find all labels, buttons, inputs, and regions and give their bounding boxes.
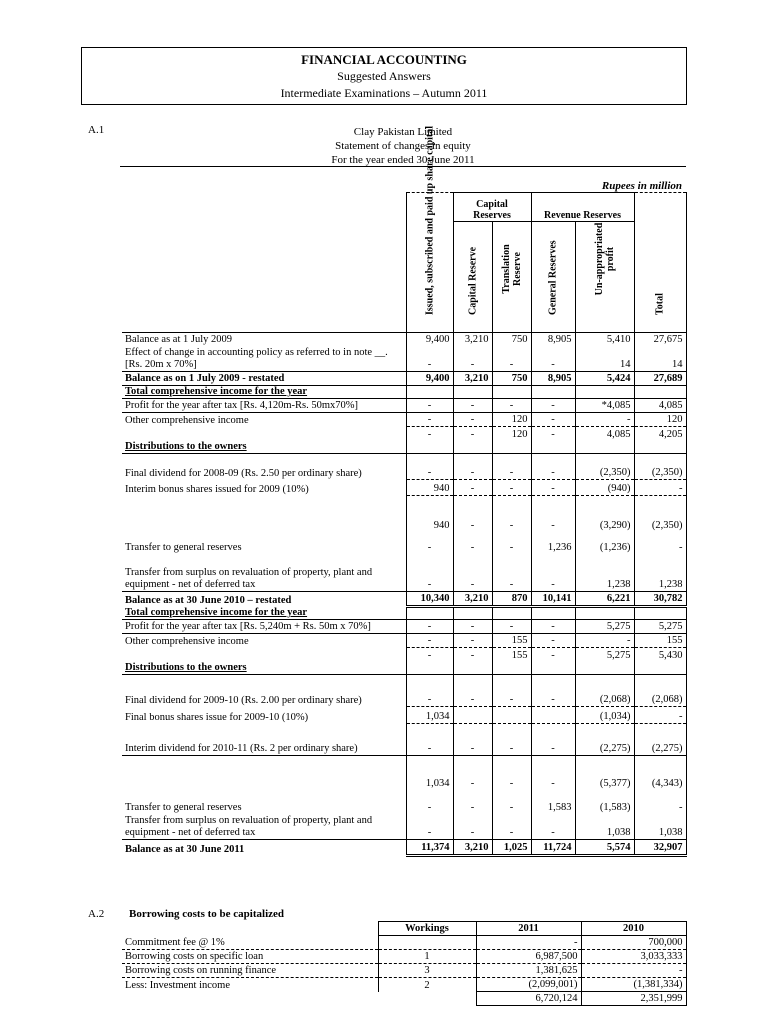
exam-name: Intermediate Examinations – Autumn 2011	[280, 86, 488, 100]
row-label	[122, 346, 406, 372]
cell-value	[453, 662, 492, 675]
cell-value: 4,085	[634, 399, 686, 413]
cell-value: -	[575, 634, 634, 648]
cell-value: 11,374	[406, 840, 453, 856]
cell-value	[406, 386, 453, 399]
cell-value: 155	[492, 634, 531, 648]
cell-value: (1,236)	[575, 532, 634, 554]
equity-row	[122, 554, 686, 592]
cell-value: 940	[406, 480, 453, 496]
cell-value: (2,350)	[575, 454, 634, 480]
row-label-text: Total comprehensive income for the year	[125, 386, 308, 397]
row-label	[122, 814, 406, 840]
value-2010: 3,033,333	[581, 950, 686, 964]
cell-value: -	[406, 675, 453, 707]
cell-value: 3,210	[453, 372, 492, 386]
cell-value: 5,275	[575, 648, 634, 662]
row-label	[122, 634, 406, 648]
cell-value: -	[453, 496, 492, 532]
borrowing-costs-table	[122, 921, 687, 1006]
borrowing-costs-title: Borrowing costs to be capitalized	[129, 908, 285, 920]
row-label	[122, 399, 406, 413]
cell-value: 8,905	[531, 333, 575, 346]
cell-value	[453, 607, 492, 620]
workings-ref: 3	[378, 964, 476, 978]
cell-value: 30,782	[634, 592, 686, 607]
equity-row	[122, 790, 686, 814]
cell-value: (1,583)	[575, 790, 634, 814]
cell-value: -	[634, 790, 686, 814]
cell-value	[406, 662, 453, 675]
cell-value: -	[492, 496, 531, 532]
cell-value	[453, 386, 492, 399]
cell-value: -	[453, 532, 492, 554]
row-label	[122, 427, 406, 441]
cell-value: -	[406, 427, 453, 441]
cell-value: 1,238	[575, 554, 634, 592]
row-label	[122, 675, 406, 707]
cell-value: -	[406, 620, 453, 634]
equity-row	[122, 675, 686, 707]
row-label	[122, 756, 406, 790]
cell-value: -	[406, 532, 453, 554]
row-label-text: Balance as at 30 June 2010 – restated	[125, 594, 292, 606]
section-header-row	[122, 441, 686, 454]
cell-value: -	[406, 724, 453, 756]
cell-value: -	[531, 480, 575, 496]
cell-value	[531, 707, 575, 724]
cell-value	[453, 441, 492, 454]
row-label-text: Distributions to the owners	[125, 441, 247, 452]
unit-label: Rupees in million	[601, 180, 682, 192]
row-label	[122, 592, 406, 607]
cell-value: 155	[634, 634, 686, 648]
row-label	[122, 620, 406, 634]
cell-value: 940	[406, 496, 453, 532]
cell-value: 9,400	[406, 372, 453, 386]
cell-value: -	[453, 346, 492, 372]
cell-value: -	[531, 454, 575, 480]
cell-value: -	[453, 427, 492, 441]
cell-value: 9,400	[406, 333, 453, 346]
total-2011: 6,720,124	[476, 992, 581, 1006]
col-2011: 2011	[476, 922, 581, 936]
cell-value: -	[492, 675, 531, 707]
cell-value: 1,236	[531, 532, 575, 554]
cell-value: -	[492, 554, 531, 592]
cell-value: *4,085	[575, 399, 634, 413]
cell-value: -	[531, 648, 575, 662]
statement-name: Statement of changes in equity	[335, 140, 471, 152]
cell-value: -	[492, 620, 531, 634]
row-label	[122, 554, 406, 592]
question-number-a1: A.1	[88, 124, 105, 136]
cell-value: 1,025	[492, 840, 531, 856]
cell-value: 1,583	[531, 790, 575, 814]
cell-value: -	[453, 399, 492, 413]
cell-value: -	[531, 634, 575, 648]
row-label-text: Interim dividend for 2010-11 (Rs. 2 per ordinary share)	[125, 743, 358, 754]
cell-value: -	[634, 707, 686, 724]
cell-value	[634, 607, 686, 620]
row-label	[122, 707, 406, 724]
row-label-text: Effect of change in accounting policy as referred to in note __. [Rs. 20m x 70%]	[125, 347, 388, 370]
cell-value: -	[453, 675, 492, 707]
row-label-text: Balance as at 1 July 2009	[125, 333, 233, 345]
equity-row	[122, 427, 686, 441]
value-2011: 1,381,625	[476, 964, 581, 978]
cell-value: -	[634, 480, 686, 496]
cell-value: 14	[575, 346, 634, 372]
cell-value: 14	[634, 346, 686, 372]
cell-value: (1,034)	[575, 707, 634, 724]
row-label-text: Balance as on 1 July 2009 - restated	[125, 373, 285, 384]
cell-value: 5,275	[575, 620, 634, 634]
cell-value: -	[492, 346, 531, 372]
cell-value: -	[492, 790, 531, 814]
cell-value: -	[492, 814, 531, 840]
paper-title: FINANCIAL ACCOUNTING	[301, 52, 467, 67]
value-2010: -	[581, 964, 686, 978]
cell-value: -	[453, 634, 492, 648]
col-total: Total	[634, 193, 686, 333]
row-label	[122, 480, 406, 496]
cell-value: -	[531, 724, 575, 756]
borrowing-row	[122, 964, 686, 978]
cell-value: -	[492, 399, 531, 413]
value-2011: (2,099,001)	[476, 978, 581, 992]
cell-value: 3,210	[453, 840, 492, 856]
cell-value: (2,350)	[634, 496, 686, 532]
cell-value: -	[406, 346, 453, 372]
cell-value: -	[453, 413, 492, 427]
cell-value: -	[453, 756, 492, 790]
row-label	[122, 413, 406, 427]
cell-value	[531, 607, 575, 620]
cell-value: -	[406, 814, 453, 840]
col-2010: 2010	[581, 922, 686, 936]
cell-value	[492, 662, 531, 675]
row-label	[122, 496, 406, 532]
borrowing-total-row	[122, 992, 686, 1006]
cell-value: 1,034	[406, 756, 453, 790]
equity-row	[122, 413, 686, 427]
cell-value: -	[531, 814, 575, 840]
workings-ref: 1	[378, 950, 476, 964]
cell-value: 1,238	[634, 554, 686, 592]
cell-value: -	[406, 790, 453, 814]
value-2010: (1,381,334)	[581, 978, 686, 992]
borrowing-row	[122, 950, 686, 964]
cell-value: -	[531, 554, 575, 592]
cell-value: -	[492, 454, 531, 480]
row-label-text: Transfer to general reserves	[125, 801, 242, 813]
cell-value	[492, 386, 531, 399]
cell-value: -	[531, 399, 575, 413]
equity-row	[122, 634, 686, 648]
statement-heading	[120, 125, 686, 167]
group-revenue-reserves: Revenue Reserves	[531, 193, 634, 222]
row-label	[122, 454, 406, 480]
cell-value: 1,034	[406, 707, 453, 724]
col-unappropriated-profit: Un-appropriated profit	[575, 222, 634, 333]
cell-value: (2,068)	[575, 675, 634, 707]
cell-value	[531, 386, 575, 399]
cell-value: -	[453, 454, 492, 480]
col-translation-reserve: Translation Reserve	[492, 222, 531, 333]
section-header-row	[122, 386, 686, 399]
cell-value: -	[453, 620, 492, 634]
cell-value: (2,350)	[634, 454, 686, 480]
cell-value: 1,038	[634, 814, 686, 840]
row-label-text: Balance as at 30 June 2011	[125, 843, 245, 855]
row-label-text: Distributions to the owners	[125, 662, 247, 673]
cell-value: 1,038	[575, 814, 634, 840]
company-name: Clay Pakistan Limited	[353, 126, 453, 138]
equity-row	[122, 399, 686, 413]
blank-cell	[378, 992, 476, 1006]
cell-value: -	[492, 480, 531, 496]
heading-rule	[120, 166, 686, 167]
cell-value: -	[531, 413, 575, 427]
cell-value: (4,343)	[634, 756, 686, 790]
equity-row	[122, 333, 686, 346]
cell-value: (3,290)	[575, 496, 634, 532]
equity-row	[122, 620, 686, 634]
cell-value: 750	[492, 333, 531, 346]
cell-value: -	[406, 399, 453, 413]
cell-value	[634, 662, 686, 675]
row-label	[122, 532, 406, 554]
cell-value: (5,377)	[575, 756, 634, 790]
value-2010: 700,000	[581, 936, 686, 950]
cell-value: 10,340	[406, 592, 453, 607]
row-label-text: Other comprehensive income	[125, 635, 249, 647]
cell-value: -	[531, 496, 575, 532]
cell-value: -	[531, 620, 575, 634]
row-label-text: Final dividend for 2008-09 (Rs. 2.50 per ordinary share)	[125, 467, 362, 479]
cell-value: 11,724	[531, 840, 575, 856]
group-capital-reserves: Capital Reserves	[453, 193, 531, 222]
cell-value: 27,675	[634, 333, 686, 346]
equity-row	[122, 346, 686, 372]
equity-row	[122, 648, 686, 662]
cell-value: -	[453, 814, 492, 840]
section-header-row	[122, 662, 686, 675]
equity-row	[122, 496, 686, 532]
equity-row	[122, 532, 686, 554]
cell-value	[453, 707, 492, 724]
equity-row	[122, 840, 686, 856]
row-label	[122, 724, 406, 756]
borrowing-row	[122, 978, 686, 992]
cell-value: 5,424	[575, 372, 634, 386]
row-label-text: Profit for the year after tax [Rs. 4,120m-Rs. 50mx70%]	[125, 400, 358, 411]
row-label-text: Transfer to general reserves	[125, 541, 242, 553]
equity-row	[122, 756, 686, 790]
col-general-reserves: General Reserves	[531, 222, 575, 333]
cell-value: 5,574	[575, 840, 634, 856]
cell-value: -	[406, 413, 453, 427]
row-label	[122, 333, 406, 346]
cell-value	[406, 607, 453, 620]
cell-value: 3,210	[453, 592, 492, 607]
cell-value: (2,275)	[634, 724, 686, 756]
cell-value: 5,275	[634, 620, 686, 634]
row-label	[122, 840, 406, 856]
cell-value: -	[453, 724, 492, 756]
workings-ref: 2	[378, 978, 476, 992]
cell-value: 3,210	[453, 333, 492, 346]
row-label: Commitment fee @ 1%	[125, 937, 225, 948]
workings-ref	[378, 936, 476, 950]
row-label: Less: Investment income	[122, 978, 378, 992]
col-capital-reserve: Capital Reserve	[453, 222, 492, 333]
row-label	[122, 372, 406, 386]
cell-value: -	[492, 724, 531, 756]
row-label-text: Transfer from surplus on revaluation of property, plant and equipment - net of deferred tax	[125, 567, 373, 590]
row-label-text: Interim bonus shares issued for 2009 (10%)	[125, 483, 309, 495]
cell-value	[406, 441, 453, 454]
cell-value: -	[406, 454, 453, 480]
total-2010: 2,351,999	[581, 992, 686, 1006]
cell-value: 8,905	[531, 372, 575, 386]
row-label-text: Final dividend for 2009-10 (Rs. 2.00 per ordinary share)	[125, 694, 362, 706]
equity-row	[122, 480, 686, 496]
cell-value: (2,275)	[575, 724, 634, 756]
row-label-text: Other comprehensive income	[125, 414, 249, 426]
value-2011: 6,987,500	[476, 950, 581, 964]
cell-value: -	[453, 790, 492, 814]
cell-value	[575, 662, 634, 675]
section-header-row	[122, 607, 686, 620]
cell-value	[492, 441, 531, 454]
cell-value: 4,205	[634, 427, 686, 441]
cell-value	[575, 441, 634, 454]
cell-value: -	[575, 413, 634, 427]
row-label: Borrowing costs on running finance	[122, 964, 378, 978]
row-label-text: Total comprehensive income for the year	[125, 607, 308, 618]
cell-value: 6,221	[575, 592, 634, 607]
equity-row	[122, 454, 686, 480]
cell-value: 27,689	[634, 372, 686, 386]
equity-row	[122, 724, 686, 756]
equity-row	[122, 707, 686, 724]
cell-value	[492, 707, 531, 724]
cell-value	[575, 607, 634, 620]
cell-value: -	[406, 648, 453, 662]
cell-value: -	[406, 554, 453, 592]
row-label	[122, 441, 406, 454]
cell-value: -	[492, 756, 531, 790]
row-label	[122, 790, 406, 814]
cell-value: -	[531, 675, 575, 707]
cell-value: -	[453, 480, 492, 496]
cell-value: -	[492, 532, 531, 554]
cell-value: 120	[492, 427, 531, 441]
cell-value	[492, 607, 531, 620]
row-label	[122, 648, 406, 662]
cell-value: 5,430	[634, 648, 686, 662]
equity-row	[122, 372, 686, 386]
cell-value: 750	[492, 372, 531, 386]
row-label-text: Transfer from surplus on revaluation of property, plant and equipment - net of deferred tax	[125, 815, 373, 838]
cell-value	[531, 662, 575, 675]
cell-value	[634, 386, 686, 399]
cell-value: -	[531, 427, 575, 441]
cell-value: -	[453, 648, 492, 662]
cell-value: 5,410	[575, 333, 634, 346]
row-label	[122, 662, 406, 675]
blank-cell	[122, 992, 378, 1006]
equity-row	[122, 814, 686, 840]
row-label-text: Profit for the year after tax [Rs. 5,240m + Rs. 50m x 70%]	[125, 621, 371, 632]
cell-value: -	[634, 532, 686, 554]
question-number-a2: A.2	[88, 908, 105, 920]
cell-value: (940)	[575, 480, 634, 496]
statement-period: For the year ended 30 June 2011	[331, 154, 475, 166]
col-share-capital: Issued, subscribed and paid up share capital	[406, 193, 453, 333]
paper-subtitle: Suggested Answers	[337, 69, 431, 83]
cell-value: -	[406, 634, 453, 648]
equity-row	[122, 592, 686, 607]
cell-value: -	[531, 346, 575, 372]
cell-value: (2,068)	[634, 675, 686, 707]
cell-value: -	[531, 756, 575, 790]
col-workings: Workings	[378, 922, 476, 936]
cell-value: 32,907	[634, 840, 686, 856]
cell-value: 155	[492, 648, 531, 662]
row-label	[122, 386, 406, 399]
cell-value: -	[453, 554, 492, 592]
borrowing-row	[122, 936, 686, 950]
cell-value	[634, 441, 686, 454]
cell-value	[531, 441, 575, 454]
cell-value: 120	[492, 413, 531, 427]
header-box	[81, 47, 687, 105]
row-label	[122, 607, 406, 620]
cell-value: 10,141	[531, 592, 575, 607]
cell-value: 4,085	[575, 427, 634, 441]
cell-value	[575, 386, 634, 399]
row-label: Borrowing costs on specific loan	[122, 950, 378, 964]
cell-value: 870	[492, 592, 531, 607]
cell-value: 120	[634, 413, 686, 427]
row-label-text: Final bonus shares issue for 2009-10 (10%)	[125, 711, 309, 723]
value-2011: -	[476, 936, 581, 950]
